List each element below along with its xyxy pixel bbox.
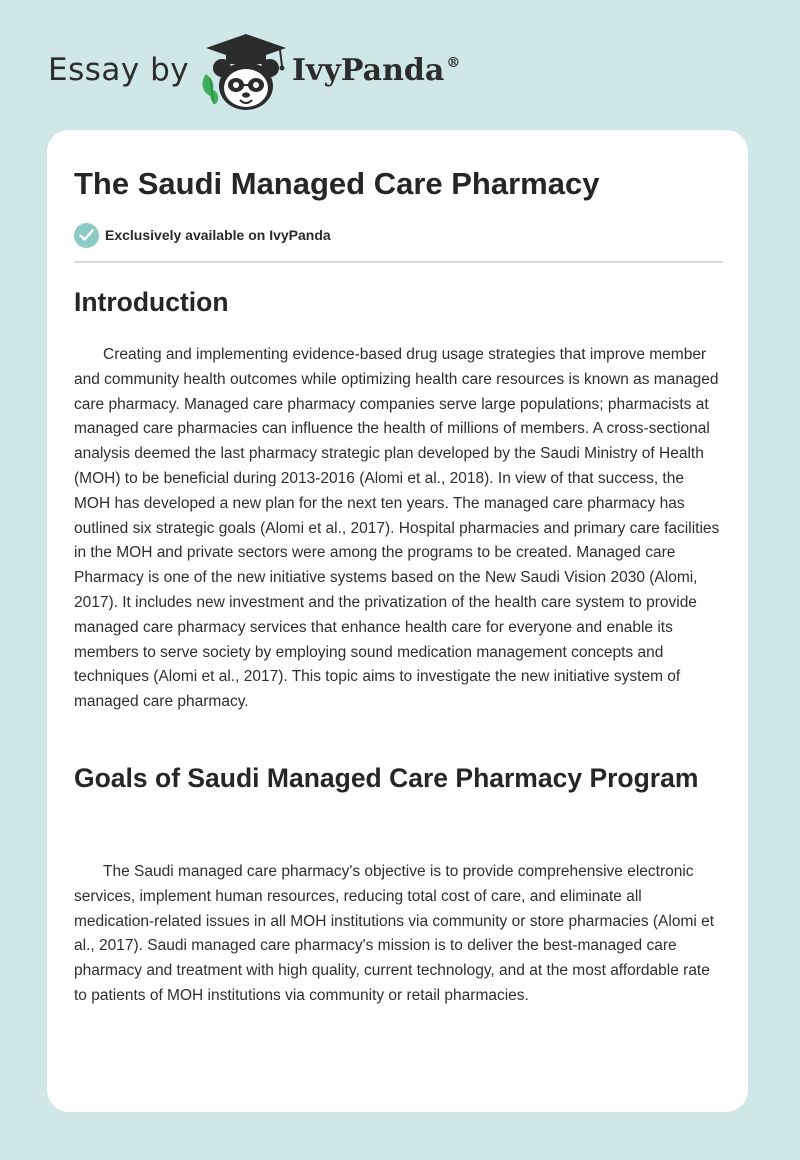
section-paragraph-introduction: Creating and implementing evidence-based drug usage strategies that improve member and community health outcomes while optimizing health care resources is known as managed care pharmacy. Managed care pharmacy companies serve large populations; pharmacists at managed care pharmacies can influence the health of millions of members. A cross-sectional analysis deemed the last pharmacy strategic plan developed by the Saudi Ministry of Health (MOH) to be beneficial during 2013-2016 (Alomi et al., 2018). In view of that success, the MOH has developed a new plan for the next ten years. The managed care pharmacy has outlined six strategic goals (Alomi et al., 2017). Hospital pharmacies and primary care facilities in the MOH and private sectors were among the programs to be created. Managed care Pharmacy is one of the new initiative systems based on the New Saudi Vision 2030 (Alomi, 2017). It includes new investment and the privatization of the health care system to provide managed care pharmacy services that enhance health care for everyone and enable its members to serve society by employing sound medication management concepts and techniques (Alomi et al., 2017). This topic aims to investigate the new initiative system of managed care pharmacy. — [74, 346, 720, 711]
exclusive-badge-text: Exclusively available on IvyPanda — [105, 227, 331, 243]
registered-mark: ® — [446, 55, 461, 71]
brand-name: IvyPanda — [292, 53, 445, 88]
title-divider — [74, 261, 723, 263]
essay-card — [47, 130, 748, 1112]
brand-logo-text[interactable] — [292, 53, 460, 88]
exclusive-badge — [74, 222, 331, 248]
section-paragraph-goals: The Saudi managed care pharmacy's objective is to provide comprehensive electronic services, implement human resources, reducing total cost of care, and eliminate all medication-related issues in all MOH institutions via community or store pharmacies (Alomi et al., 2017). Saudi managed care pharmacy's mission is to deliver the best-managed care pharmacy and treatment with high quality, current technology, and at the most affordable rate to patients of MOH institutions via community or retail pharmacies. — [74, 863, 715, 1004]
site-header — [0, 0, 800, 120]
section-heading-introduction: Introduction — [74, 287, 229, 317]
essay-by-label: Essay by — [48, 52, 190, 88]
page-title: The Saudi Managed Care Pharmacy — [74, 166, 600, 201]
section-heading-goals: Goals of Saudi Managed Care Pharmacy Program — [74, 763, 699, 793]
check-circle-icon — [74, 223, 99, 248]
panda-graduation-cap-icon[interactable] — [198, 30, 290, 114]
